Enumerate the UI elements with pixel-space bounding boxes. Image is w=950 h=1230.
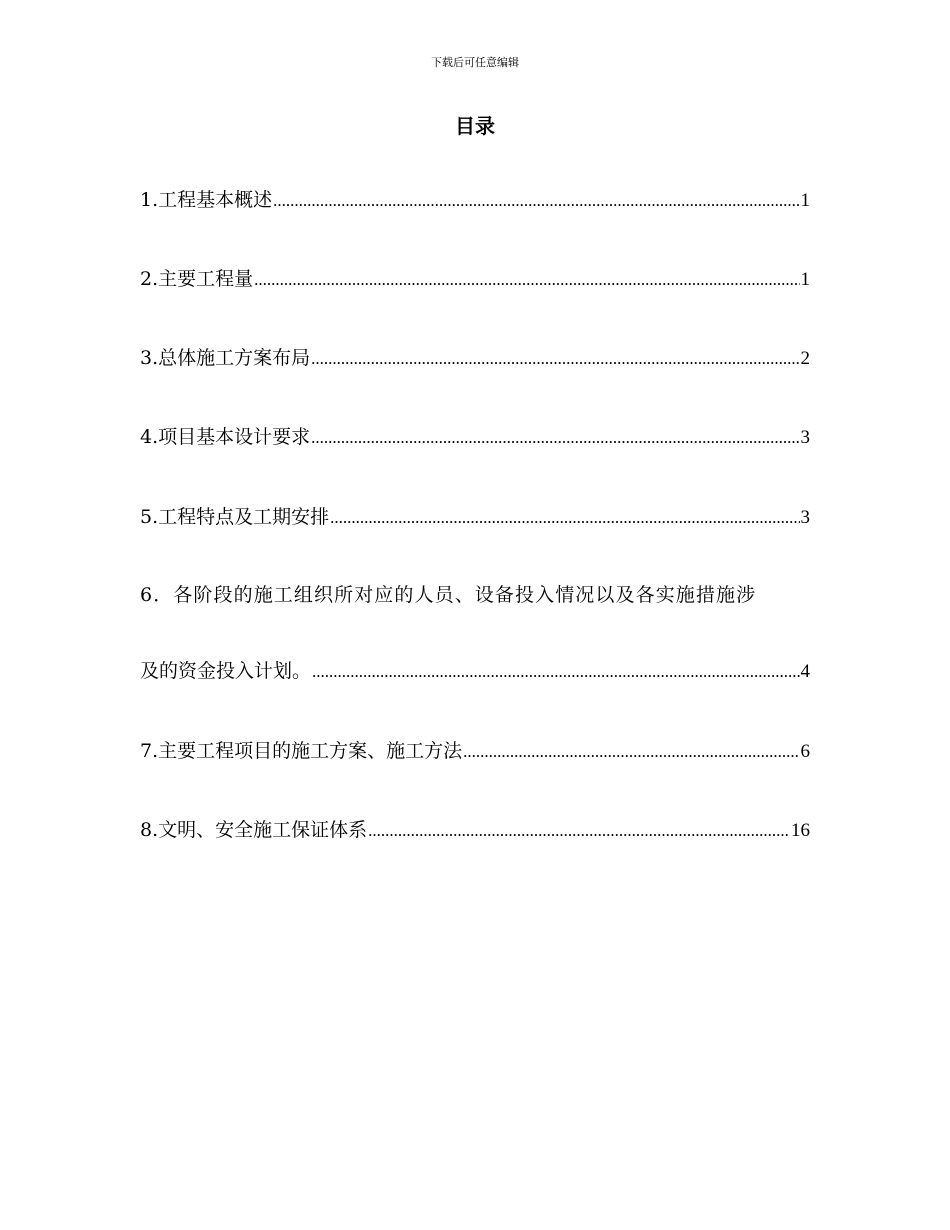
toc-entry-label: 8.文明、安全施工保证体系	[140, 819, 368, 841]
toc-entry-6-line-1[interactable]: 6．各阶段的施工组织所对应的人员、设备投入情况以及各实施措施涉	[140, 584, 757, 606]
toc-leader-dots	[330, 504, 799, 532]
page-header-note: 下载后可任意编辑	[431, 56, 519, 69]
toc-entry-label: 及的资金投入计划。	[140, 660, 312, 682]
toc-entry-6[interactable]	[140, 657, 810, 686]
toc-entry-label: 4.项目基本设计要求	[140, 426, 311, 448]
toc-page-number: 16	[791, 820, 810, 841]
toc-page-number: 4	[800, 661, 810, 682]
toc-entry-label: 1.工程基本概述	[140, 189, 273, 211]
toc-page-number: 3	[800, 427, 810, 448]
toc-leader-dots	[311, 424, 799, 452]
toc-leader-dots	[463, 738, 799, 766]
toc-entry-4[interactable]	[140, 423, 810, 452]
toc-page-number: 1	[800, 269, 810, 290]
toc-page-number: 6	[800, 741, 810, 762]
toc-leader-dots	[273, 187, 799, 215]
toc-entry-1[interactable]	[140, 186, 810, 215]
toc-entry-8[interactable]	[140, 816, 810, 845]
toc-entry-label: 7.主要工程项目的施工方案、施工方法	[140, 740, 463, 762]
toc-entry-2[interactable]	[140, 265, 810, 294]
toc-title: 目录	[455, 114, 495, 138]
toc-entry-label: 5.工程特点及工期安排	[140, 506, 330, 528]
toc-entry-7[interactable]	[140, 737, 810, 766]
toc-leader-dots	[368, 817, 790, 845]
toc-page-number: 2	[800, 348, 810, 369]
toc-entry-3[interactable]	[140, 344, 810, 373]
toc-entry-5[interactable]	[140, 503, 810, 532]
toc-entry-label: 3.总体施工方案布局	[140, 347, 311, 369]
toc-entry-label: 2.主要工程量	[140, 268, 254, 290]
toc-leader-dots	[254, 266, 799, 294]
toc-page-number: 3	[800, 507, 810, 528]
toc-leader-dots	[312, 658, 799, 686]
toc-page-number: 1	[800, 190, 810, 211]
toc-leader-dots	[311, 345, 799, 373]
